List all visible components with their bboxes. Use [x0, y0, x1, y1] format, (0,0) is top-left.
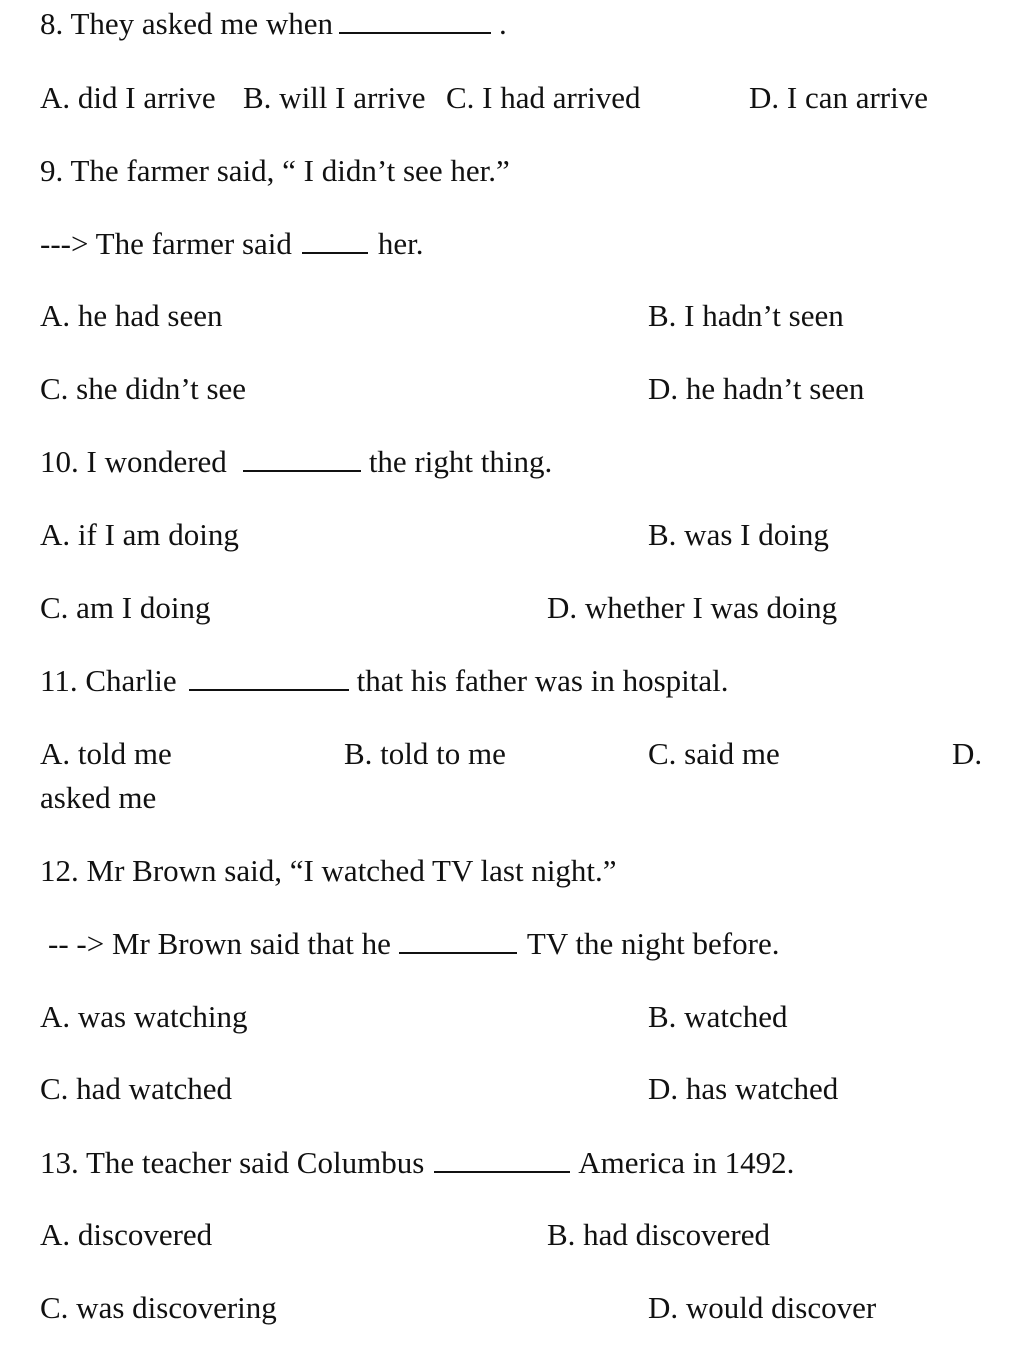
q9-transform-before: ---> The farmer said: [40, 226, 292, 261]
q8-option-d: D. I can arrive: [749, 80, 929, 115]
q10-option-b: B. was I doing: [648, 517, 829, 552]
q11-option-d-text: asked me: [40, 780, 157, 815]
q8-stem-after: .: [499, 6, 507, 41]
q12-option-b: B. watched: [648, 999, 788, 1034]
q8-option-c: C. I had arrived: [446, 80, 641, 115]
q8-stem-before: 8. They asked me when: [40, 6, 333, 41]
q11-option-c: C. said me: [648, 736, 780, 771]
q9-option-b: B. I hadn’t seen: [648, 298, 844, 333]
q9-transform: [40, 228, 424, 259]
q12-transform-after: TV the night before.: [526, 926, 780, 961]
q9-option-c: C. she didn’t see: [40, 371, 247, 406]
q8-stem: [40, 8, 507, 39]
q8-blank: [339, 10, 491, 34]
q13-option-b: B. had discovered: [547, 1217, 770, 1252]
q11-option-b: B. told to me: [344, 736, 506, 771]
q10-option-c: C. am I doing: [40, 590, 211, 625]
q9-option-a: A. he had seen: [40, 298, 223, 333]
q12-option-d: D. has watched: [648, 1071, 839, 1106]
q11-option-d-letter: D.: [952, 736, 983, 771]
q13-stem: [40, 1147, 794, 1178]
q10-stem-after: the right thing.: [368, 444, 553, 479]
q12-transform-before: -- -> Mr Brown said that he: [48, 926, 391, 961]
q10-option-d: D. whether I was doing: [547, 590, 838, 625]
q10-option-a: A. if I am doing: [40, 517, 239, 552]
q9-option-d: D. he hadn’t seen: [648, 371, 865, 406]
q13-stem-after: America in 1492.: [578, 1145, 795, 1180]
q12-stem: 12. Mr Brown said, “I watched TV last night.”: [40, 853, 617, 888]
q12-blank: [399, 930, 517, 954]
q13-option-c: C. was discovering: [40, 1290, 277, 1325]
q11-stem: [40, 665, 729, 696]
q13-option-d: D. would discover: [648, 1290, 877, 1325]
q10-stem: [40, 446, 552, 477]
q10-stem-before: 10. I wondered: [40, 444, 227, 479]
q13-stem-before: 13. The teacher said Columbus: [40, 1145, 425, 1180]
q13-blank: [434, 1149, 570, 1173]
q11-stem-after: that his father was in hospital.: [356, 663, 729, 698]
q13-option-a: A. discovered: [40, 1217, 213, 1252]
q12-option-c: C. had watched: [40, 1071, 232, 1106]
q12-option-a: A. was watching: [40, 999, 248, 1034]
q8-option-a: A. did I arrive: [40, 80, 216, 115]
q10-blank: [243, 448, 361, 472]
q11-stem-before: 11. Charlie: [40, 663, 177, 698]
q12-transform: [48, 928, 779, 959]
q8-option-b: B. will I arrive: [243, 80, 426, 115]
q11-blank: [189, 667, 349, 691]
q9-stem: 9. The farmer said, “ I didn’t see her.”: [40, 153, 510, 188]
q11-option-a: A. told me: [40, 736, 172, 771]
q9-blank: [302, 230, 368, 254]
q9-transform-after: her.: [377, 226, 424, 261]
